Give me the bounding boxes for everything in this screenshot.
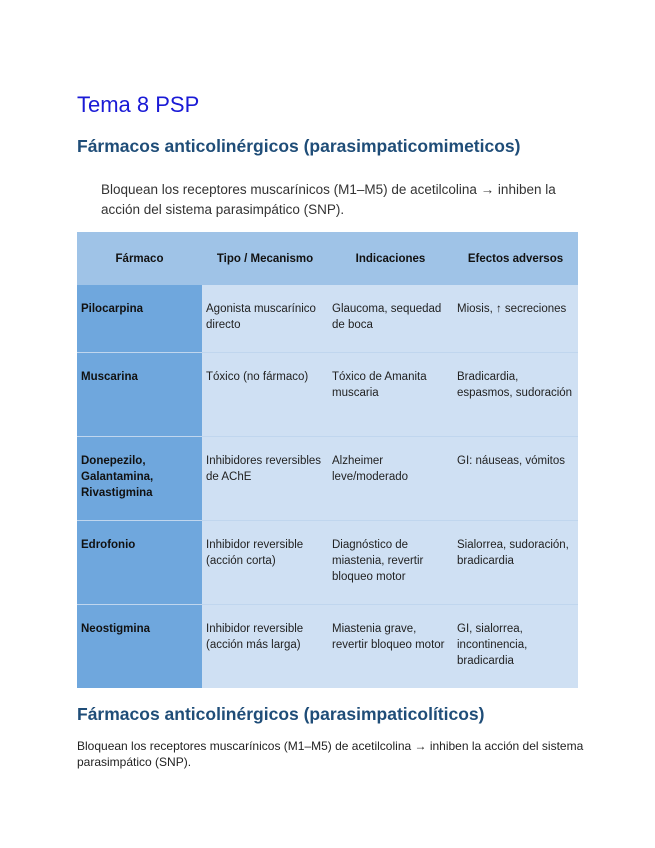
drug-table xyxy=(77,232,578,688)
header-indicaciones: Indicaciones xyxy=(328,232,453,285)
drug-name-cell: Donepezilo, Galantamina, Rivastigmina xyxy=(77,436,202,520)
mechanism-cell: Inhibidor reversible (acción corta) xyxy=(202,520,328,604)
table-row xyxy=(77,285,578,352)
drug-name-cell: Pilocarpina xyxy=(77,285,202,352)
table-header-row xyxy=(77,232,578,285)
mechanism-cell: Inhibidor reversible (acción más larga) xyxy=(202,604,328,688)
table-row xyxy=(77,352,578,436)
indications-cell: Glaucoma, sequedad de boca xyxy=(328,285,453,352)
drug-name-cell: Edrofonio xyxy=(77,520,202,604)
indications-cell: Diagnóstico de miastenia, revertir bloqueo motor xyxy=(328,520,453,604)
table-row xyxy=(77,604,578,688)
indications-cell: Miastenia grave, revertir bloqueo motor xyxy=(328,604,453,688)
section-heading-parasimpaticoliticos: Fármacos anticolinérgicos (parasimpaticolíticos) xyxy=(77,704,485,724)
mechanism-cell: Agonista muscarínico directo xyxy=(202,285,328,352)
table-row xyxy=(77,436,578,520)
adverse-effects-cell: GI, sialorrea, incontinencia, bradicardia xyxy=(453,604,578,688)
adverse-effects-cell: GI: náuseas, vómitos xyxy=(453,436,578,520)
drug-name-cell: Muscarina xyxy=(77,352,202,436)
indications-cell: Tóxico de Amanita muscaria xyxy=(328,352,453,436)
drug-name-cell: Neostigmina xyxy=(77,604,202,688)
table-row xyxy=(77,520,578,604)
mechanism-cell: Tóxico (no fármaco) xyxy=(202,352,328,436)
header-farmaco: Fármaco xyxy=(77,232,202,285)
header-tipo: Tipo / Mecanismo xyxy=(202,232,328,285)
section-paragraph: Bloquean los receptores muscarínicos (M1–M5) de acetilcolina → inhiben la acción del sistema parasimpático (SNP). xyxy=(77,739,584,769)
header-efectos: Efectos adversos xyxy=(453,232,578,285)
mechanism-cell: Inhibidores reversibles de AChE xyxy=(202,436,328,520)
adverse-effects-cell: Sialorrea, sudoración, bradicardia xyxy=(453,520,578,604)
adverse-effects-cell: Bradicardia, espasmos, sudoración xyxy=(453,352,578,436)
adverse-effects-cell: Miosis, ↑ secreciones xyxy=(453,285,578,352)
section-heading-parasimpaticomimeticos: Fármacos anticolinérgicos (parasimpaticomimeticos) xyxy=(77,136,521,156)
indications-cell: Alzheimer leve/moderado xyxy=(328,436,453,520)
section-paragraph: Bloquean los receptores muscarínicos (M1–M5) de acetilcolina → inhiben la acción del sistema parasimpático (SNP). xyxy=(101,182,556,217)
document-title: Tema 8 PSP xyxy=(77,92,200,117)
